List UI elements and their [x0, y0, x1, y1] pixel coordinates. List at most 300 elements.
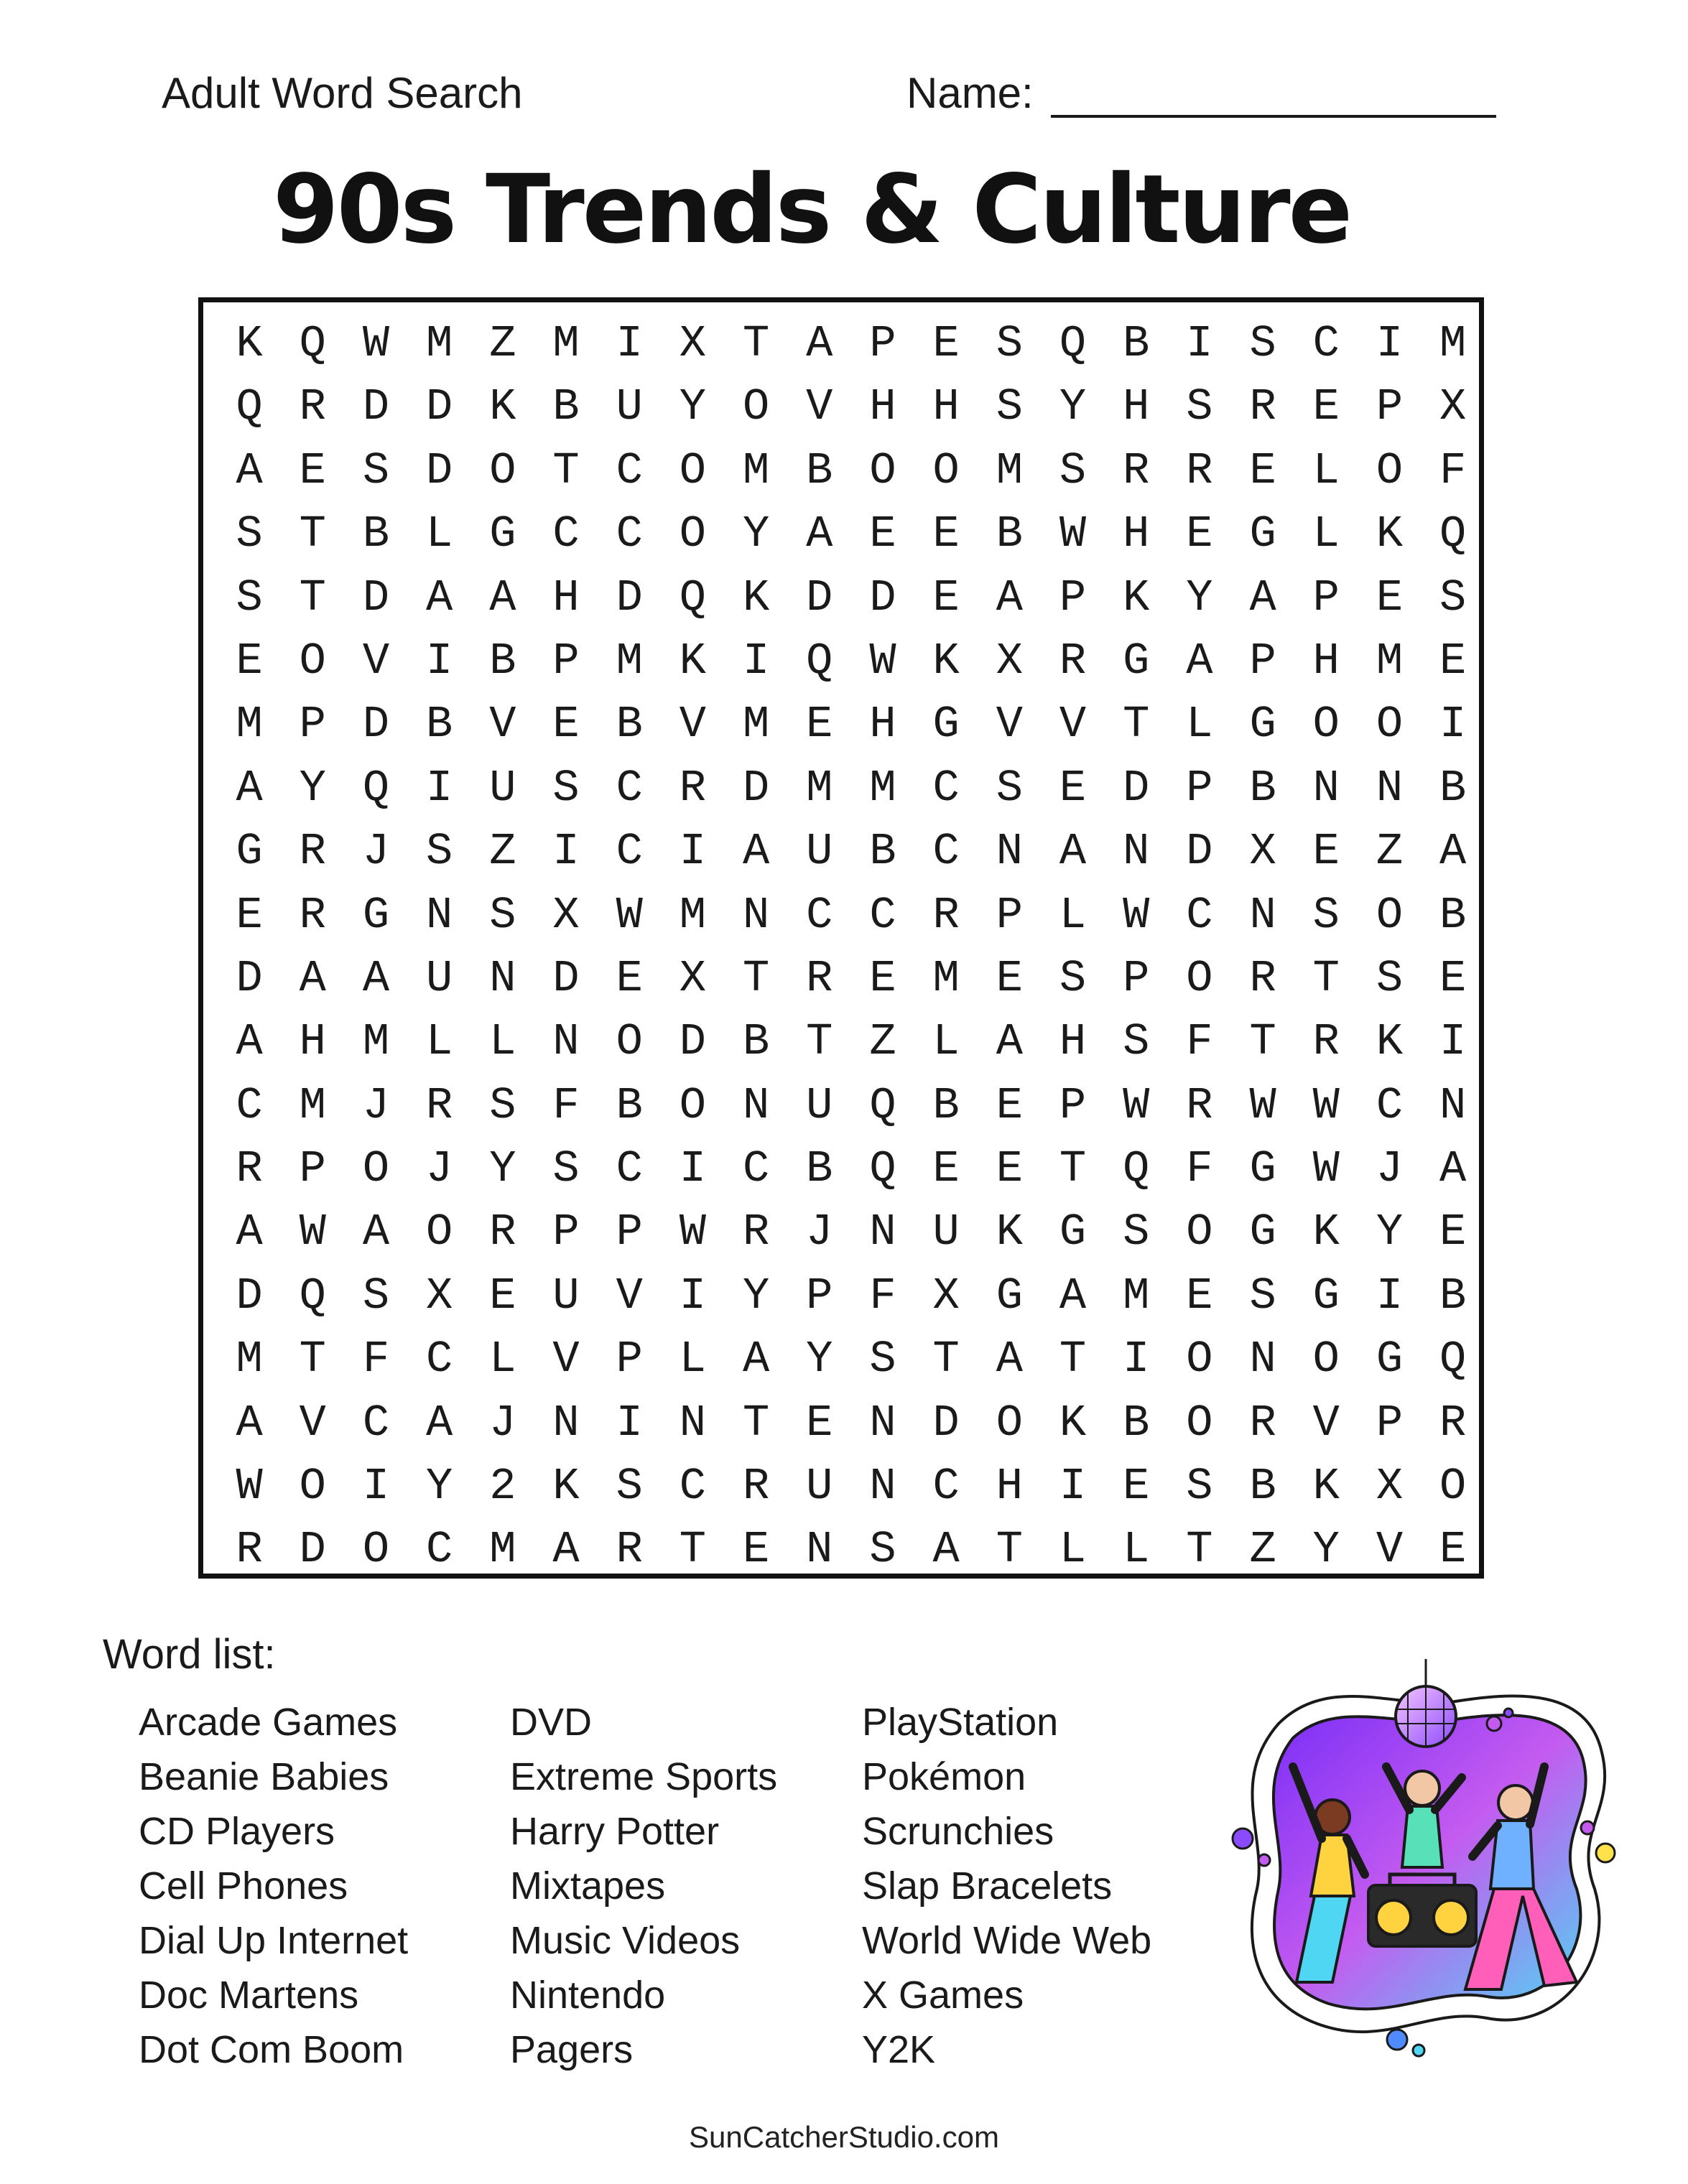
grid-cell[interactable]: D — [869, 572, 896, 623]
grid-cell[interactable]: B — [806, 445, 833, 496]
grid-cell[interactable]: R — [236, 1143, 263, 1195]
grid-cell[interactable]: Q — [869, 1143, 896, 1195]
grid-cell[interactable]: X — [1439, 381, 1467, 433]
grid-cell[interactable]: W — [869, 635, 896, 687]
grid-cell[interactable]: T — [552, 445, 580, 496]
grid-cell[interactable]: Y — [1059, 381, 1087, 433]
grid-cell[interactable]: O — [996, 1397, 1023, 1449]
grid-cell[interactable]: G — [996, 1270, 1023, 1321]
grid-cell[interactable]: C — [552, 508, 580, 560]
grid-cell[interactable]: R — [742, 1207, 770, 1258]
grid-cell[interactable]: W — [362, 318, 390, 369]
grid-cell[interactable]: L — [426, 508, 453, 560]
grid-cell[interactable]: H — [932, 381, 960, 433]
grid-cell[interactable]: N — [679, 1397, 707, 1449]
grid-cell[interactable]: I — [616, 1397, 643, 1449]
grid-cell[interactable]: C — [1312, 318, 1340, 369]
grid-cell[interactable]: K — [1376, 508, 1404, 560]
grid-cell[interactable]: G — [1059, 1207, 1087, 1258]
grid-cell[interactable]: B — [1249, 762, 1276, 814]
grid-cell[interactable]: R — [489, 1207, 516, 1258]
grid-cell[interactable]: P — [616, 1207, 643, 1258]
grid-cell[interactable]: F — [1186, 1143, 1213, 1195]
grid-cell[interactable]: N — [869, 1207, 896, 1258]
grid-cell[interactable]: V — [1376, 1524, 1404, 1576]
grid-cell[interactable]: O — [679, 1079, 707, 1131]
grid-cell[interactable]: Z — [1376, 826, 1404, 878]
grid-cell[interactable]: V — [362, 635, 390, 687]
grid-cell[interactable]: A — [552, 1524, 580, 1576]
grid-cell[interactable]: X — [932, 1270, 960, 1321]
grid-cell[interactable]: E — [1376, 572, 1404, 623]
grid-cell[interactable]: S — [1186, 1461, 1213, 1512]
grid-cell[interactable]: S — [426, 826, 453, 878]
grid-cell[interactable]: I — [1186, 318, 1213, 369]
grid-cell[interactable]: E — [932, 318, 960, 369]
grid-cell[interactable]: E — [932, 572, 960, 623]
grid-cell[interactable]: M — [616, 635, 643, 687]
grid-cell[interactable]: I — [1059, 1461, 1087, 1512]
grid-cell[interactable]: G — [932, 699, 960, 751]
grid-cell[interactable]: S — [616, 1461, 643, 1512]
grid-cell[interactable]: E — [1439, 635, 1467, 687]
grid-cell[interactable]: D — [362, 699, 390, 751]
grid-cell[interactable]: P — [552, 635, 580, 687]
grid-cell[interactable]: V — [1059, 699, 1087, 751]
grid-cell[interactable]: I — [1376, 318, 1404, 369]
grid-cell[interactable]: D — [1186, 826, 1213, 878]
grid-cell[interactable]: M — [742, 445, 770, 496]
grid-cell[interactable]: I — [426, 762, 453, 814]
grid-cell[interactable]: D — [236, 1270, 263, 1321]
grid-cell[interactable]: S — [1059, 445, 1087, 496]
grid-cell[interactable]: W — [1312, 1079, 1340, 1131]
grid-cell[interactable]: P — [1059, 572, 1087, 623]
grid-cell[interactable]: B — [1249, 1461, 1276, 1512]
grid-cell[interactable]: P — [616, 1334, 643, 1385]
grid-cell[interactable]: V — [299, 1397, 326, 1449]
grid-cell[interactable]: B — [932, 1079, 960, 1131]
grid-cell[interactable]: C — [426, 1334, 453, 1385]
grid-cell[interactable]: A — [996, 572, 1023, 623]
grid-cell[interactable]: P — [299, 699, 326, 751]
grid-cell[interactable]: E — [1439, 952, 1467, 1004]
grid-cell[interactable]: M — [996, 445, 1023, 496]
grid-cell[interactable]: A — [236, 1207, 263, 1258]
grid-cell[interactable]: T — [742, 318, 770, 369]
grid-cell[interactable]: T — [1059, 1334, 1087, 1385]
grid-cell[interactable]: D — [1123, 762, 1150, 814]
grid-cell[interactable]: N — [996, 826, 1023, 878]
grid-cell[interactable]: B — [869, 826, 896, 878]
grid-cell[interactable]: R — [299, 889, 326, 941]
grid-cell[interactable]: S — [1186, 381, 1213, 433]
grid-cell[interactable]: R — [1249, 952, 1276, 1004]
grid-cell[interactable]: Y — [1376, 1207, 1404, 1258]
grid-cell[interactable]: A — [236, 445, 263, 496]
grid-cell[interactable]: A — [806, 318, 833, 369]
grid-cell[interactable]: R — [932, 889, 960, 941]
grid-cell[interactable]: J — [806, 1207, 833, 1258]
grid-cell[interactable]: Q — [1059, 318, 1087, 369]
grid-cell[interactable]: O — [1312, 699, 1340, 751]
grid-cell[interactable]: V — [489, 699, 516, 751]
grid-cell[interactable]: A — [996, 1016, 1023, 1068]
grid-cell[interactable]: N — [1249, 889, 1276, 941]
grid-cell[interactable]: W — [1312, 1143, 1340, 1195]
grid-cell[interactable]: C — [616, 762, 643, 814]
grid-cell[interactable]: D — [742, 762, 770, 814]
grid-cell[interactable]: O — [1312, 1334, 1340, 1385]
grid-cell[interactable]: Y — [806, 1334, 833, 1385]
grid-cell[interactable]: E — [1312, 826, 1340, 878]
grid-cell[interactable]: S — [996, 762, 1023, 814]
grid-cell[interactable]: A — [1439, 1143, 1467, 1195]
grid-cell[interactable]: N — [1312, 762, 1340, 814]
grid-cell[interactable]: T — [299, 1334, 326, 1385]
grid-cell[interactable]: O — [869, 445, 896, 496]
grid-cell[interactable]: Z — [1249, 1524, 1276, 1576]
grid-cell[interactable]: E — [932, 508, 960, 560]
grid-cell[interactable]: C — [932, 826, 960, 878]
grid-cell[interactable]: P — [299, 1143, 326, 1195]
grid-cell[interactable]: K — [1312, 1207, 1340, 1258]
grid-cell[interactable]: N — [426, 889, 453, 941]
grid-cell[interactable]: O — [616, 1016, 643, 1068]
grid-cell[interactable]: I — [552, 826, 580, 878]
grid-cell[interactable]: Y — [1312, 1524, 1340, 1576]
grid-cell[interactable]: F — [869, 1270, 896, 1321]
grid-cell[interactable]: V — [679, 699, 707, 751]
grid-cell[interactable]: L — [1059, 889, 1087, 941]
grid-cell[interactable]: E — [616, 952, 643, 1004]
grid-cell[interactable]: M — [552, 318, 580, 369]
grid-cell[interactable]: T — [932, 1334, 960, 1385]
grid-cell[interactable]: A — [426, 572, 453, 623]
grid-cell[interactable]: C — [236, 1079, 263, 1131]
grid-cell[interactable]: P — [1249, 635, 1276, 687]
grid-cell[interactable]: A — [236, 1397, 263, 1449]
grid-cell[interactable]: G — [1249, 699, 1276, 751]
grid-cell[interactable]: I — [426, 635, 453, 687]
grid-cell[interactable]: Q — [362, 762, 390, 814]
grid-cell[interactable]: E — [996, 1143, 1023, 1195]
grid-cell[interactable]: A — [362, 952, 390, 1004]
grid-cell[interactable]: S — [362, 1270, 390, 1321]
grid-cell[interactable]: T — [1312, 952, 1340, 1004]
grid-cell[interactable]: G — [1312, 1270, 1340, 1321]
grid-cell[interactable]: R — [299, 381, 326, 433]
grid-cell[interactable]: E — [996, 952, 1023, 1004]
grid-cell[interactable]: B — [1439, 762, 1467, 814]
grid-cell[interactable]: Q — [679, 572, 707, 623]
grid-cell[interactable]: W — [236, 1461, 263, 1512]
grid-cell[interactable]: L — [426, 1016, 453, 1068]
grid-cell[interactable]: I — [742, 635, 770, 687]
grid-cell[interactable]: O — [362, 1524, 390, 1576]
grid-cell[interactable]: Y — [489, 1143, 516, 1195]
grid-cell[interactable]: H — [1123, 381, 1150, 433]
grid-cell[interactable]: I — [1376, 1270, 1404, 1321]
grid-cell[interactable]: R — [1439, 1397, 1467, 1449]
grid-cell[interactable]: Q — [1439, 508, 1467, 560]
grid-cell[interactable]: J — [362, 826, 390, 878]
grid-cell[interactable]: E — [1439, 1524, 1467, 1576]
grid-cell[interactable]: 2 — [489, 1461, 516, 1512]
grid-cell[interactable]: O — [299, 635, 326, 687]
grid-cell[interactable]: B — [996, 508, 1023, 560]
grid-cell[interactable]: H — [552, 572, 580, 623]
grid-cell[interactable]: A — [996, 1334, 1023, 1385]
grid-cell[interactable]: Z — [489, 826, 516, 878]
grid-cell[interactable]: D — [679, 1016, 707, 1068]
grid-cell[interactable]: C — [1186, 889, 1213, 941]
grid-cell[interactable]: B — [552, 381, 580, 433]
grid-cell[interactable]: P — [996, 889, 1023, 941]
grid-cell[interactable]: A — [489, 572, 516, 623]
grid-cell[interactable]: N — [1439, 1079, 1467, 1131]
grid-cell[interactable]: P — [1059, 1079, 1087, 1131]
grid-cell[interactable]: C — [362, 1397, 390, 1449]
grid-cell[interactable]: T — [1186, 1524, 1213, 1576]
grid-cell[interactable]: Q — [299, 318, 326, 369]
grid-cell[interactable]: I — [679, 1143, 707, 1195]
grid-cell[interactable]: H — [1312, 635, 1340, 687]
grid-cell[interactable]: D — [426, 381, 453, 433]
grid-cell[interactable]: H — [869, 699, 896, 751]
grid-cell[interactable]: P — [1186, 762, 1213, 814]
grid-cell[interactable]: S — [362, 445, 390, 496]
grid-cell[interactable]: F — [1439, 445, 1467, 496]
grid-cell[interactable]: J — [1376, 1143, 1404, 1195]
grid-cell[interactable]: Q — [869, 1079, 896, 1131]
grid-cell[interactable]: V — [552, 1334, 580, 1385]
grid-cell[interactable]: R — [426, 1079, 453, 1131]
grid-cell[interactable]: U — [932, 1207, 960, 1258]
grid-cell[interactable]: M — [236, 1334, 263, 1385]
grid-cell[interactable]: M — [806, 762, 833, 814]
grid-cell[interactable]: S — [869, 1524, 896, 1576]
grid-cell[interactable]: E — [489, 1270, 516, 1321]
grid-cell[interactable]: N — [552, 1016, 580, 1068]
grid-cell[interactable]: I — [1439, 1016, 1467, 1068]
grid-cell[interactable]: A — [426, 1397, 453, 1449]
grid-cell[interactable]: Y — [679, 381, 707, 433]
grid-cell[interactable]: C — [616, 826, 643, 878]
grid-cell[interactable]: W — [679, 1207, 707, 1258]
grid-cell[interactable]: S — [869, 1334, 896, 1385]
grid-cell[interactable]: U — [806, 826, 833, 878]
grid-cell[interactable]: U — [616, 381, 643, 433]
grid-cell[interactable]: B — [1123, 1397, 1150, 1449]
grid-cell[interactable]: A — [299, 952, 326, 1004]
grid-cell[interactable]: T — [1249, 1016, 1276, 1068]
grid-cell[interactable]: C — [806, 889, 833, 941]
grid-cell[interactable]: R — [236, 1524, 263, 1576]
grid-cell[interactable]: B — [616, 699, 643, 751]
grid-cell[interactable]: K — [996, 1207, 1023, 1258]
grid-cell[interactable]: E — [806, 1397, 833, 1449]
grid-cell[interactable]: O — [1376, 699, 1404, 751]
grid-cell[interactable]: S — [996, 381, 1023, 433]
grid-cell[interactable]: B — [362, 508, 390, 560]
grid-cell[interactable]: S — [1376, 952, 1404, 1004]
grid-cell[interactable]: A — [236, 762, 263, 814]
grid-cell[interactable]: A — [1059, 826, 1087, 878]
grid-cell[interactable]: D — [616, 572, 643, 623]
grid-cell[interactable]: U — [489, 762, 516, 814]
grid-cell[interactable]: H — [299, 1016, 326, 1068]
grid-cell[interactable]: M — [932, 952, 960, 1004]
grid-cell[interactable]: I — [1123, 1334, 1150, 1385]
grid-cell[interactable]: E — [742, 1524, 770, 1576]
grid-cell[interactable]: E — [1439, 1207, 1467, 1258]
grid-cell[interactable]: O — [489, 445, 516, 496]
grid-cell[interactable]: O — [1186, 1334, 1213, 1385]
grid-cell[interactable]: N — [489, 952, 516, 1004]
grid-cell[interactable]: N — [742, 1079, 770, 1131]
grid-cell[interactable]: B — [489, 635, 516, 687]
grid-cell[interactable]: V — [996, 699, 1023, 751]
grid-cell[interactable]: Y — [299, 762, 326, 814]
grid-cell[interactable]: N — [552, 1397, 580, 1449]
grid-cell[interactable]: T — [996, 1524, 1023, 1576]
grid-cell[interactable]: F — [362, 1334, 390, 1385]
grid-cell[interactable]: S — [1439, 572, 1467, 623]
grid-cell[interactable]: L — [1186, 699, 1213, 751]
grid-cell[interactable]: E — [1249, 445, 1276, 496]
grid-cell[interactable]: N — [806, 1524, 833, 1576]
grid-cell[interactable]: N — [742, 889, 770, 941]
grid-cell[interactable]: G — [1249, 508, 1276, 560]
grid-cell[interactable]: E — [1186, 508, 1213, 560]
grid-cell[interactable]: L — [489, 1334, 516, 1385]
grid-cell[interactable]: E — [1059, 762, 1087, 814]
grid-cell[interactable]: T — [299, 508, 326, 560]
grid-cell[interactable]: P — [806, 1270, 833, 1321]
grid-cell[interactable]: C — [932, 762, 960, 814]
grid-cell[interactable]: Z — [869, 1016, 896, 1068]
grid-cell[interactable]: G — [1249, 1143, 1276, 1195]
grid-cell[interactable]: S — [236, 572, 263, 623]
grid-cell[interactable]: V — [1312, 1397, 1340, 1449]
grid-cell[interactable]: C — [1376, 1079, 1404, 1131]
grid-cell[interactable]: A — [1249, 572, 1276, 623]
grid-cell[interactable]: O — [1376, 889, 1404, 941]
grid-cell[interactable]: P — [1376, 1397, 1404, 1449]
grid-cell[interactable]: I — [1439, 699, 1467, 751]
grid-cell[interactable]: R — [1249, 381, 1276, 433]
grid-cell[interactable]: S — [236, 508, 263, 560]
grid-cell[interactable]: B — [742, 1016, 770, 1068]
grid-cell[interactable]: E — [806, 699, 833, 751]
grid-cell[interactable]: E — [552, 699, 580, 751]
grid-cell[interactable]: O — [679, 445, 707, 496]
grid-cell[interactable]: X — [1376, 1461, 1404, 1512]
grid-cell[interactable]: N — [1249, 1334, 1276, 1385]
grid-cell[interactable]: M — [742, 699, 770, 751]
grid-cell[interactable]: L — [679, 1334, 707, 1385]
grid-cell[interactable]: B — [616, 1079, 643, 1131]
grid-cell[interactable]: E — [996, 1079, 1023, 1131]
grid-cell[interactable]: M — [426, 318, 453, 369]
grid-cell[interactable]: N — [1123, 826, 1150, 878]
grid-cell[interactable]: S — [996, 318, 1023, 369]
grid-cell[interactable]: L — [1312, 445, 1340, 496]
grid-cell[interactable]: T — [1123, 699, 1150, 751]
grid-cell[interactable]: G — [362, 889, 390, 941]
grid-cell[interactable]: Y — [742, 508, 770, 560]
grid-cell[interactable]: B — [1439, 1270, 1467, 1321]
grid-cell[interactable]: O — [1439, 1461, 1467, 1512]
grid-cell[interactable]: Z — [489, 318, 516, 369]
grid-cell[interactable]: J — [489, 1397, 516, 1449]
grid-cell[interactable]: E — [236, 635, 263, 687]
grid-cell[interactable]: K — [552, 1461, 580, 1512]
grid-cell[interactable]: E — [1186, 1270, 1213, 1321]
grid-cell[interactable]: Q — [236, 381, 263, 433]
grid-cell[interactable]: H — [996, 1461, 1023, 1512]
grid-cell[interactable]: U — [806, 1079, 833, 1131]
grid-cell[interactable]: E — [1123, 1461, 1150, 1512]
grid-cell[interactable]: O — [1376, 445, 1404, 496]
grid-cell[interactable]: M — [869, 762, 896, 814]
grid-cell[interactable]: L — [932, 1016, 960, 1068]
grid-cell[interactable]: K — [742, 572, 770, 623]
grid-cell[interactable]: O — [1186, 1207, 1213, 1258]
grid-cell[interactable]: M — [362, 1016, 390, 1068]
grid-cell[interactable]: K — [679, 635, 707, 687]
grid-cell[interactable]: D — [426, 445, 453, 496]
grid-cell[interactable]: Q — [1439, 1334, 1467, 1385]
grid-cell[interactable]: C — [616, 1143, 643, 1195]
grid-cell[interactable]: R — [1312, 1016, 1340, 1068]
grid-cell[interactable]: W — [1123, 1079, 1150, 1131]
grid-cell[interactable]: X — [679, 952, 707, 1004]
grid-cell[interactable]: L — [1312, 508, 1340, 560]
grid-cell[interactable]: D — [806, 572, 833, 623]
grid-cell[interactable]: D — [236, 952, 263, 1004]
grid-cell[interactable]: U — [806, 1461, 833, 1512]
grid-cell[interactable]: P — [1312, 572, 1340, 623]
grid-cell[interactable]: J — [362, 1079, 390, 1131]
grid-cell[interactable]: T — [679, 1524, 707, 1576]
grid-cell[interactable]: S — [552, 1143, 580, 1195]
grid-cell[interactable]: G — [236, 826, 263, 878]
grid-cell[interactable]: A — [1186, 635, 1213, 687]
grid-cell[interactable]: A — [1439, 826, 1467, 878]
grid-cell[interactable]: U — [426, 952, 453, 1004]
grid-cell[interactable]: D — [362, 381, 390, 433]
grid-cell[interactable]: A — [932, 1524, 960, 1576]
grid-cell[interactable]: A — [1059, 1270, 1087, 1321]
grid-cell[interactable]: B — [1123, 318, 1150, 369]
grid-cell[interactable]: R — [616, 1524, 643, 1576]
grid-cell[interactable]: X — [1249, 826, 1276, 878]
grid-cell[interactable]: P — [1123, 952, 1150, 1004]
grid-cell[interactable]: R — [1059, 635, 1087, 687]
grid-cell[interactable]: X — [426, 1270, 453, 1321]
grid-cell[interactable]: X — [552, 889, 580, 941]
grid-cell[interactable]: M — [679, 889, 707, 941]
grid-cell[interactable]: O — [679, 508, 707, 560]
grid-cell[interactable]: I — [679, 826, 707, 878]
grid-cell[interactable]: I — [679, 1270, 707, 1321]
grid-cell[interactable]: S — [1059, 952, 1087, 1004]
grid-cell[interactable]: S — [552, 762, 580, 814]
grid-cell[interactable]: L — [1059, 1524, 1087, 1576]
grid-cell[interactable]: F — [552, 1079, 580, 1131]
